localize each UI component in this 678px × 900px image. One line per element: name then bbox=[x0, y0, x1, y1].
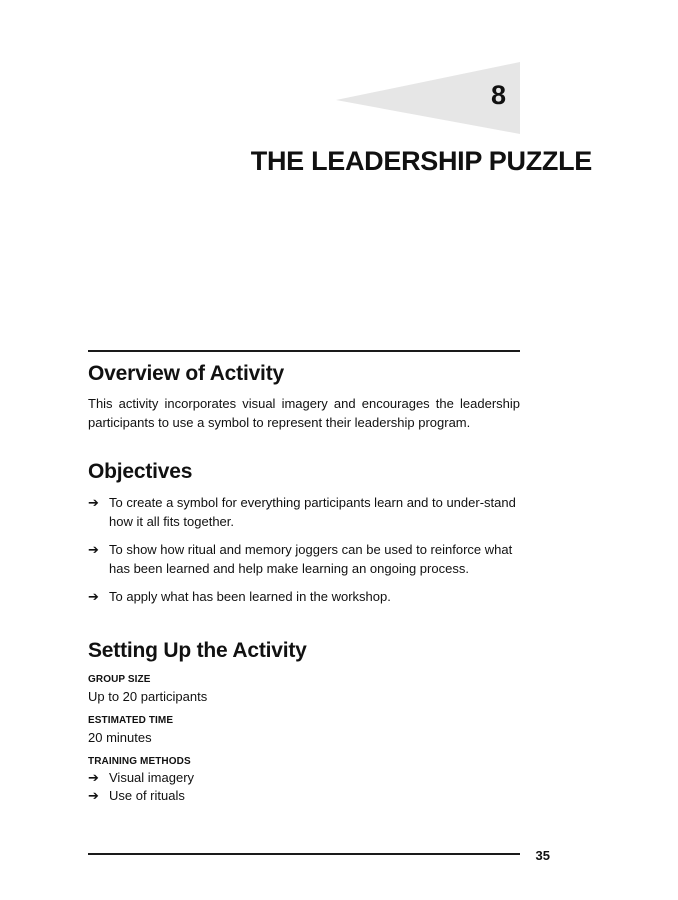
arrow-bullet-icon: ➔ bbox=[88, 770, 99, 785]
arrow-bullet-icon: ➔ bbox=[88, 542, 99, 557]
objective-item bbox=[88, 587, 520, 606]
top-divider bbox=[88, 350, 520, 352]
method-text: Visual imagery bbox=[109, 770, 195, 785]
objective-text: To apply what has been learned in the workshop. bbox=[109, 589, 391, 604]
estimated-time-value: 20 minutes bbox=[88, 730, 152, 745]
chapter-tab bbox=[336, 62, 520, 134]
objectives-heading: Objectives bbox=[88, 460, 193, 483]
arrow-bullet-icon: ➔ bbox=[88, 589, 99, 604]
training-methods-list bbox=[88, 769, 520, 805]
setup-heading: Setting Up the Activity bbox=[88, 639, 307, 662]
objectives-list bbox=[88, 493, 520, 606]
chapter-number: 8 bbox=[490, 80, 506, 110]
page-content bbox=[88, 360, 520, 805]
page-number: 35 bbox=[535, 848, 550, 863]
objective-text: To create a symbol for everything participants learn and to under-stand how it all fits together. bbox=[109, 495, 516, 529]
overview-heading: Overview of Activity bbox=[88, 362, 284, 385]
group-size-value: Up to 20 participants bbox=[88, 689, 208, 704]
arrow-bullet-icon: ➔ bbox=[88, 495, 99, 510]
arrow-bullet-icon: ➔ bbox=[88, 788, 99, 803]
overview-text: This activity incorporates visual imagery and encourages the leadership participants to use a symbol to represent their leadership program. bbox=[88, 396, 520, 430]
estimated-time-label: ESTIMATED TIME bbox=[88, 715, 174, 726]
method-item bbox=[88, 787, 520, 805]
method-item bbox=[88, 769, 520, 787]
method-text: Use of rituals bbox=[109, 788, 185, 803]
objective-text: To show how ritual and memory joggers can be used to reinforce what has been learned and help make learning an ongoing process. bbox=[109, 542, 513, 576]
objective-item bbox=[88, 540, 520, 578]
training-methods-label: TRAINING METHODS bbox=[88, 756, 191, 767]
bottom-divider bbox=[88, 853, 520, 855]
chapter-title: THE LEADERSHIP PUZZLE bbox=[250, 146, 592, 176]
objective-item bbox=[88, 493, 520, 531]
group-size-label: GROUP SIZE bbox=[88, 674, 151, 685]
